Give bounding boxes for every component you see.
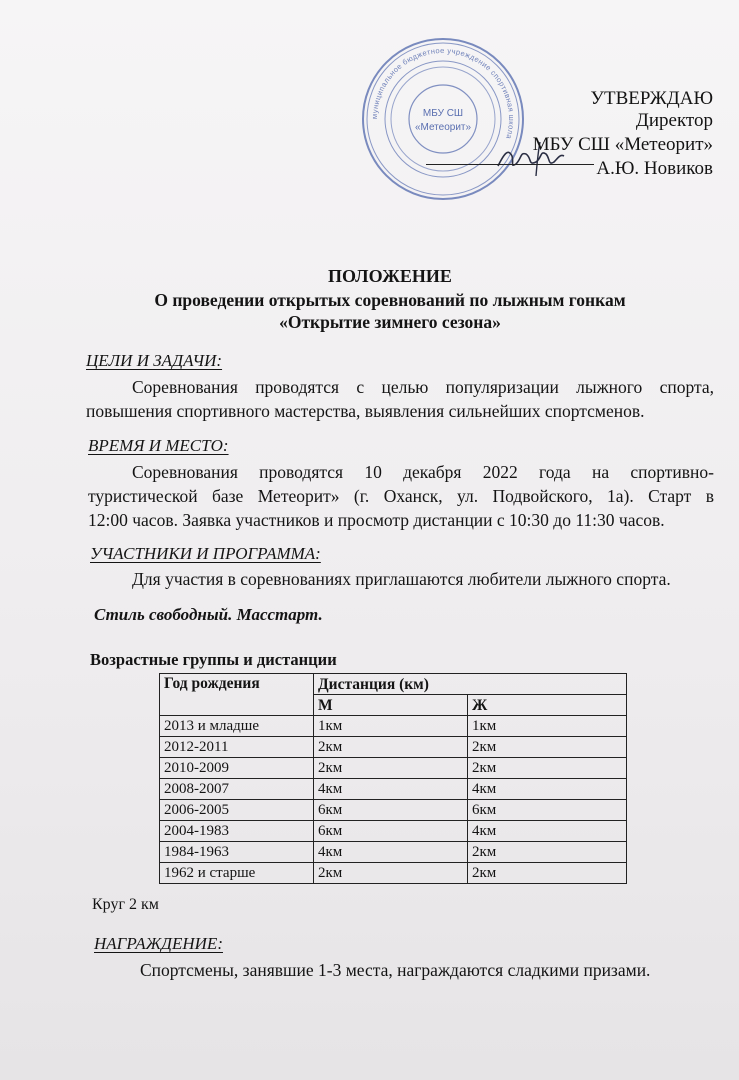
m-distance-cell: 6км bbox=[314, 800, 468, 821]
m-distance-cell: 4км bbox=[314, 779, 468, 800]
place-line3: 12:00 часов. Заявка участников и просмотр дистанции с 10:30 до 11:30 часов. bbox=[88, 510, 665, 530]
document-title: ПОЛОЖЕНИЕ bbox=[328, 266, 452, 286]
approve-director-name: А.Ю. Новиков bbox=[596, 158, 713, 179]
w-distance-cell: 4км bbox=[468, 779, 627, 800]
approve-organization: МБУ СШ «Метеорит» bbox=[532, 134, 713, 155]
race-style: Стиль свободный. Масстарт. bbox=[94, 605, 323, 624]
m-distance-cell: 6км bbox=[314, 821, 468, 842]
table-row bbox=[160, 821, 627, 842]
year-cell: 2004-1983 bbox=[160, 821, 314, 842]
award-line1: Спортсмены, занявшие 1-3 места, награждаются сладкими призами. bbox=[140, 960, 651, 980]
year-cell: 2012-2011 bbox=[160, 737, 314, 758]
w-distance-cell: 2км bbox=[468, 737, 627, 758]
header-year: Год рождения bbox=[160, 674, 314, 716]
stamp-center-line1: МБУ СШ bbox=[422, 108, 464, 119]
stamp-center-line2: «Метеорит» bbox=[414, 122, 472, 133]
table-row bbox=[160, 779, 627, 800]
m-distance-cell: 2км bbox=[314, 737, 468, 758]
header-m: М bbox=[314, 695, 468, 716]
lap-length: Круг 2 км bbox=[92, 896, 159, 913]
table-header-row bbox=[160, 674, 627, 695]
w-distance-cell: 4км bbox=[468, 821, 627, 842]
document-subtitle-line2: «Открытие зимнего сезона» bbox=[279, 312, 501, 332]
w-distance-cell: 1км bbox=[468, 716, 627, 737]
goals-line1: Соревнования проводятся с целью популяризации лыжного спорта, bbox=[132, 377, 714, 397]
document-subtitle-line1: О проведении открытых соревнований по лыжным гонкам bbox=[154, 290, 626, 310]
m-distance-cell: 4км bbox=[314, 842, 468, 863]
table-row bbox=[160, 758, 627, 779]
goals-line2: повышения спортивного мастерства, выявления сильнейших спортсменов. bbox=[86, 401, 645, 421]
place-line1: Соревнования проводятся 10 декабря 2022 года на спортивно- bbox=[132, 462, 714, 482]
place-line2: туристической базе Метеорит» (г. Оханск, ул. Подвойского, 1а). Старт в bbox=[88, 486, 714, 506]
place-heading: ВРЕМЯ И МЕСТО: bbox=[88, 436, 229, 455]
year-cell: 1984-1963 bbox=[160, 842, 314, 863]
participants-line1: Для участия в соревнованиях приглашаются любители лыжного спорта. bbox=[132, 569, 671, 589]
w-distance-cell: 6км bbox=[468, 800, 627, 821]
award-heading: НАГРАЖДЕНИЕ: bbox=[94, 934, 223, 953]
age-groups-table bbox=[159, 673, 627, 884]
place-paragraph bbox=[88, 460, 714, 532]
table-row bbox=[160, 842, 627, 863]
m-distance-cell: 2км bbox=[314, 758, 468, 779]
year-cell: 2013 и младше bbox=[160, 716, 314, 737]
table-row bbox=[160, 737, 627, 758]
header-distance: Дистанция (км) bbox=[314, 674, 627, 695]
approve-position: Директор bbox=[635, 110, 713, 131]
table-row bbox=[160, 863, 627, 884]
approve-heading: УТВЕРЖДАЮ bbox=[590, 88, 713, 109]
participants-heading: УЧАСТНИКИ И ПРОГРАММА: bbox=[90, 544, 321, 563]
signature-line bbox=[426, 164, 594, 165]
goals-heading: ЦЕЛИ И ЗАДАЧИ: bbox=[86, 351, 223, 370]
w-distance-cell: 2км bbox=[468, 758, 627, 779]
w-distance-cell: 2км bbox=[468, 863, 627, 884]
year-cell: 2008-2007 bbox=[160, 779, 314, 800]
goals-paragraph bbox=[86, 375, 714, 423]
stamp-ring-text: муниципальное бюджетное учреждение спортивная школа bbox=[369, 45, 517, 141]
year-cell: 1962 и старше bbox=[160, 863, 314, 884]
year-cell: 2006-2005 bbox=[160, 800, 314, 821]
header-w: Ж bbox=[468, 695, 627, 716]
m-distance-cell: 1км bbox=[314, 716, 468, 737]
ages-caption: Возрастные группы и дистанции bbox=[90, 650, 337, 669]
table-row bbox=[160, 716, 627, 737]
w-distance-cell: 2км bbox=[468, 842, 627, 863]
year-cell: 2010-2009 bbox=[160, 758, 314, 779]
m-distance-cell: 2км bbox=[314, 863, 468, 884]
table-row bbox=[160, 800, 627, 821]
